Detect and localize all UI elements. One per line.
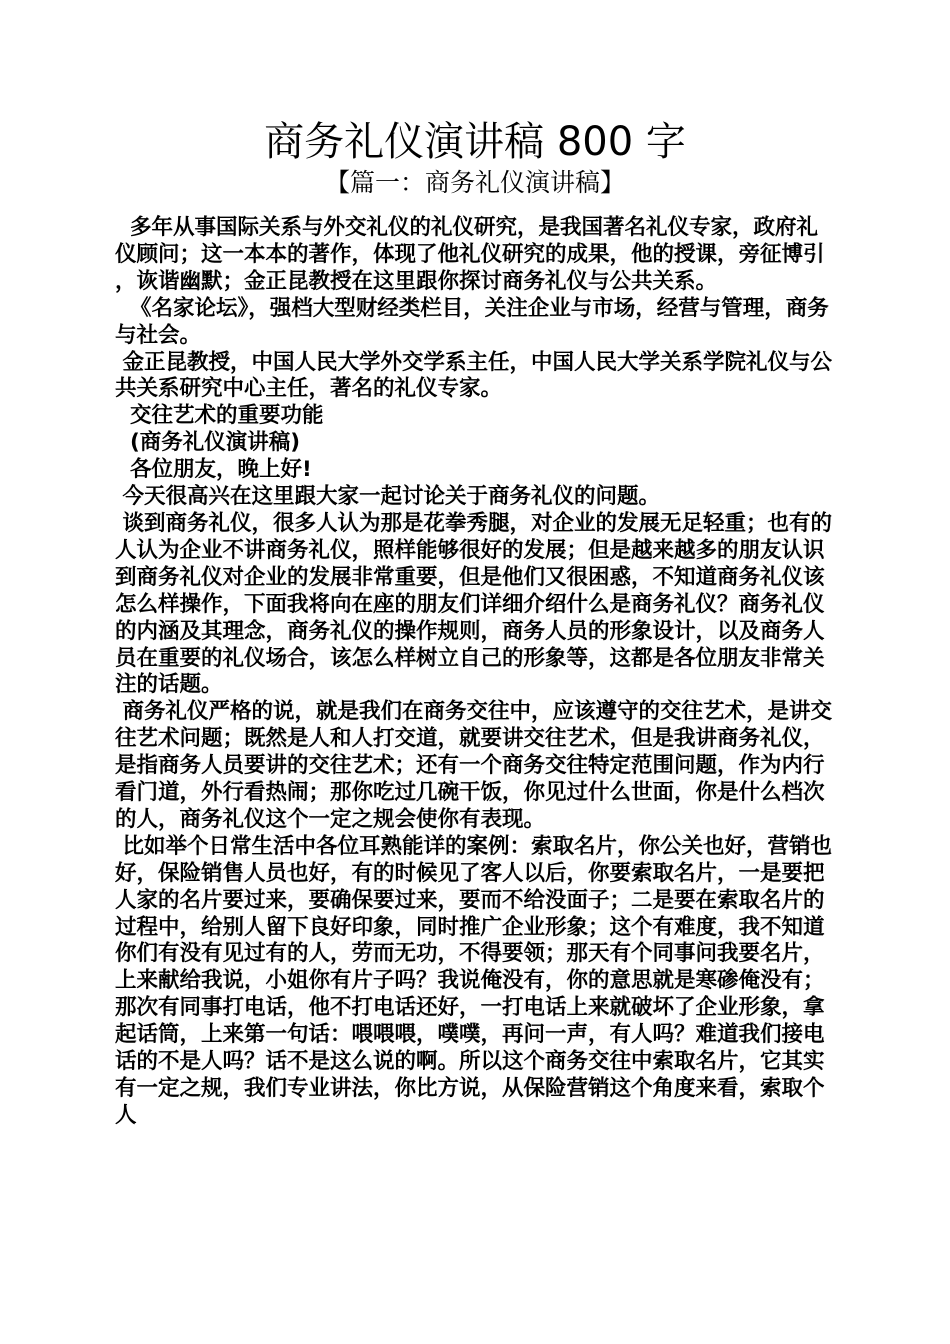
paragraph: 《名家论坛》，强档大型财经类栏目，关注企业与市场，经营与管理，商务与社会。 bbox=[115, 295, 829, 348]
paragraph: 金正昆教授，中国人民大学外交学系主任，中国人民大学关系学院礼仪与公共关系研究中心主任，著名的礼仪专家。 bbox=[115, 349, 833, 402]
paragraph: 各位朋友，晚上好! bbox=[115, 457, 312, 483]
paragraph: 谈到商务礼仪，很多人认为那是花拳秀腿，对企业的发展无足轻重；也有的人认为企业不讲商务礼仪，照样能够很好的发展；但是越来越多的朋友认识到商务礼仪对企业的发展非常重要，但是他们又很困惑，不知道商务礼仪该怎么样操作，下面我将向在座的朋友们详细介绍什么是商务礼仪？商务礼仪的内涵及其理念，商务礼仪的操作规则，商务人员的形象设计，以及商务人员在重要的礼仪场合，该怎么样树立自己的形象等，这都是各位朋友非常关注的话题。 bbox=[115, 510, 833, 698]
paragraph: 今天很高兴在这里跟大家一起讨论关于商务礼仪的问题。 bbox=[115, 484, 661, 510]
document-title: 商务礼仪演讲稿 800 字 bbox=[264, 119, 686, 165]
document-body bbox=[115, 215, 839, 1130]
paragraph: 商务礼仪严格的说，就是我们在商务交往中，应该遵守的交往艺术，是讲交往艺术问题；既然是人和人打交道，就要讲交往艺术，但是我讲商务礼仪，是指商务人员要讲的交往艺术；还有一个商务交往特定范围问题，作为内行看门道，外行看热闹；那你吃过几碗干饭，你见过什么世面，你是什么档次的人，商务礼仪这个一定之规会使你有表现。 bbox=[115, 699, 833, 832]
document-subtitle: 【篇一：商务礼仪演讲稿】 bbox=[324, 168, 625, 197]
paragraph: 多年从事国际关系与外交礼仪的礼仪研究，是我国著名礼仪专家，政府礼仪顾问；这一本本的著作，体现了他礼仪研究的成果，他的授课，旁征博引，诙谐幽默；金正昆教授在这里跟你探讨商务礼仪与公共关系。 bbox=[115, 215, 825, 294]
paragraph: (商务礼仪演讲稿) bbox=[115, 430, 301, 456]
paragraph: 交往艺术的重要功能 bbox=[115, 403, 324, 429]
paragraph: 比如举个日常生活中各位耳熟能详的案例：索取名片，你公关也好，营销也好，保险销售人员也好，有的时候见了客人以后，你要索取名片，一是要把人家的名片要过来，要确保要过来，要而不给没面子；二是要在索取名片的过程中，给别人留下良好印象，同时推广企业形象；这个有难度，我不知道你们有没有见过有的人，劳而无功，不得要领；那天有个同事问我要名片，上来献给我说，小姐你有片子吗？我说俺没有，你的意思就是寒碜俺没有；那次有同事打电话，他不打电话还好，一打电话上来就破坏了企业形象，拿起话筒，上来第一句话：喂喂喂，噗噗，再问一声，有人吗？难道我们接电话的不是人吗？话不是这么说的啊。所以这个商务交往中索取名片，它其实有一定之规，我们专业讲法，你比方说，从保险营销这个角度来看，索取个人 bbox=[115, 833, 833, 1128]
